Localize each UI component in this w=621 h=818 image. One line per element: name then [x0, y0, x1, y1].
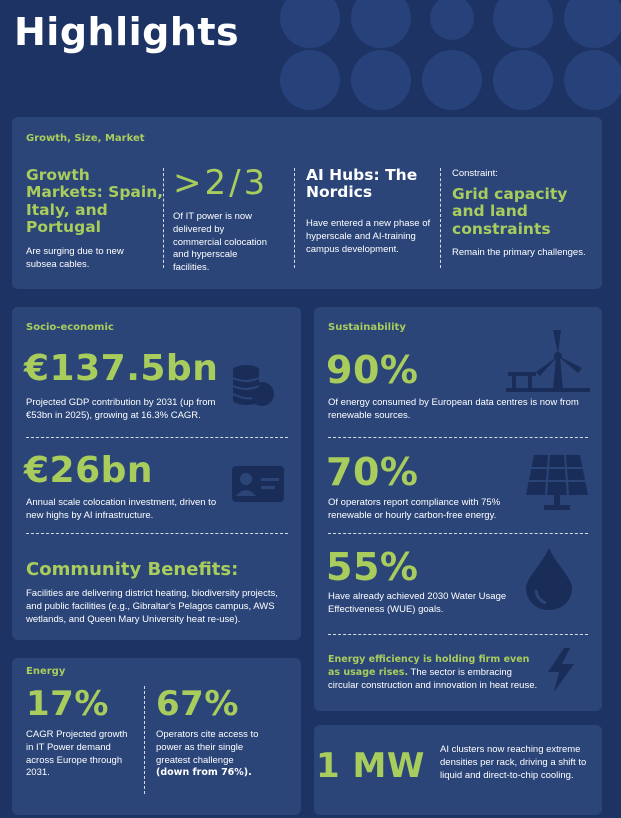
carbon-free-compliance-value: 70%	[326, 450, 419, 494]
divider	[26, 533, 288, 534]
community-benefits-text: Facilities are delivering district heating, biodiversity projects, and public facilities (e.g., Gibraltar's Pelagos campus, AWS wetlands, and Queen Mary University heat re-use).	[26, 588, 278, 625]
divider	[163, 168, 164, 268]
id-card-icon	[232, 466, 284, 502]
solar-panel-icon	[526, 455, 588, 511]
rack-density-value: 1 MW	[316, 746, 425, 786]
sustainability-section-label: Sustainability	[328, 322, 406, 333]
wind-turbine-icon	[506, 328, 590, 392]
water-usage-text: Have already achieved 2030 Water Usage Effectiveness (WUE) goals.	[328, 591, 507, 615]
carbon-free-compliance-text: Of operators report compliance with 75% renewable or hourly carbon-free energy.	[328, 497, 501, 521]
socio-section-label: Socio-economic	[26, 322, 114, 333]
page-title: Highlights	[14, 10, 240, 54]
power-access-text	[156, 729, 266, 780]
growth-section-label: Growth, Size, Market	[26, 133, 145, 144]
water-usage-value: 55%	[326, 545, 419, 589]
it-power-share-value: >2/3	[173, 163, 269, 203]
power-access-value: 67%	[156, 684, 239, 724]
divider	[328, 437, 588, 438]
divider	[328, 533, 588, 534]
colocation-investment-text: Annual scale colocation investment, driven to new highs by AI infrastructure.	[26, 497, 217, 521]
lightning-icon	[546, 648, 576, 692]
divider	[144, 686, 145, 794]
renewable-energy-text: Of energy consumed by European data centres is now from renewable sources.	[328, 397, 579, 421]
divider	[294, 168, 295, 268]
growth-markets-text: Are surging due to new subsea cables.	[26, 246, 124, 270]
constraint-label: Constraint:	[452, 168, 498, 179]
renewable-energy-value: 90%	[326, 348, 419, 392]
energy-efficiency-text	[328, 654, 540, 692]
rack-density-text: AI clusters now reaching extreme densities per rack, driving a shift to liquid and direct-to-chip cooling.	[440, 744, 587, 781]
power-access-previous: (down from 76%).	[156, 767, 252, 779]
divider	[26, 437, 288, 438]
ai-hubs-text: Have entered a new phase of hyperscale and AI-training campus development.	[306, 218, 431, 255]
constraint-heading: Grid capacity and land constraints	[452, 185, 568, 238]
energy-efficiency-body: The sector is embracing circular construction and innovation in heat reuse.	[328, 666, 538, 691]
divider	[328, 634, 588, 635]
divider	[440, 168, 441, 268]
gdp-contribution-text: Projected GDP contribution by 2031 (up from €53bn in 2025), growing at 16.3% CAGR.	[26, 397, 216, 421]
it-power-cagr-text: CAGR Projected growth in IT Power demand across Europe through 2031.	[26, 729, 128, 779]
gdp-contribution-value: €137.5bn	[24, 348, 219, 389]
ai-hubs-heading: AI Hubs: The Nordics	[306, 166, 418, 202]
power-access-body: Operators cite access to power as their single greatest challenge	[156, 729, 259, 766]
energy-section-label: Energy	[26, 666, 66, 677]
colocation-investment-value: €26bn	[24, 450, 154, 491]
growth-markets-heading: Growth Markets: Spain, Italy, and Portugal	[26, 166, 164, 237]
it-power-share-text: Of IT power is now delivered by commercial colocation and hyperscale facilities.	[173, 211, 267, 274]
constraint-text: Remain the primary challenges.	[452, 247, 586, 258]
coins-icon	[232, 364, 274, 408]
community-benefits-heading: Community Benefits:	[26, 559, 239, 580]
water-drop-icon	[526, 548, 572, 610]
energy-efficiency-heading: Energy efficiency is holding firm even as usage rises.	[328, 654, 530, 678]
it-power-cagr-value: 17%	[26, 684, 109, 724]
